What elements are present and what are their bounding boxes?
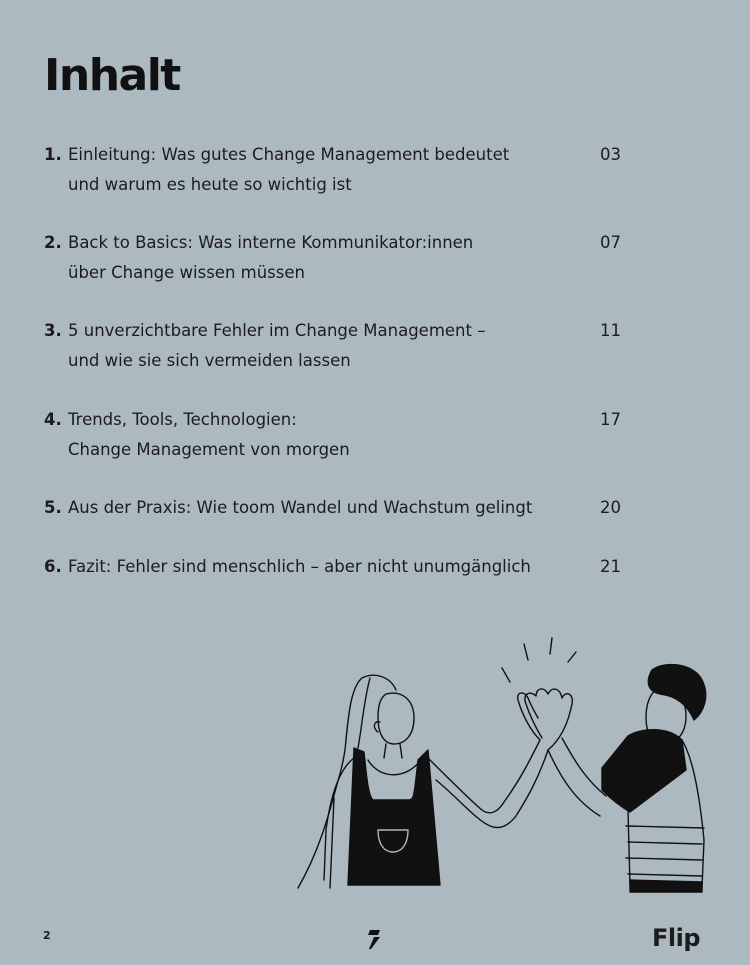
toc-entry-title-line: und wie sie sich vermeiden lassen — [68, 350, 351, 370]
toc-entry-page: 07 — [600, 233, 621, 252]
toc-entry-title-line: Fazit: Fehler sind menschlich – aber nicht unumgänglich — [68, 557, 531, 576]
toc-entry-number: 5. — [44, 498, 62, 517]
toc-entry-number: 3. — [44, 321, 62, 340]
toc-entry[interactable] — [44, 228, 624, 287]
toc-entry-title-line: Trends, Tools, Technologien: — [68, 410, 297, 429]
toc-entry-page: 03 — [600, 145, 621, 164]
toc-entry-page: 20 — [600, 498, 621, 517]
toc-entry[interactable] — [44, 493, 624, 523]
high-five-illustration — [290, 630, 710, 895]
page-number: 2 — [43, 929, 51, 942]
toc-entry-title-line: Aus der Praxis: Wie toom Wandel und Wachstum gelingt — [68, 498, 533, 517]
toc-entry-number: 1. — [44, 145, 62, 164]
toc-entry-page: 21 — [600, 557, 621, 576]
flip-logo-icon — [366, 928, 382, 950]
toc-entry[interactable] — [44, 316, 624, 375]
toc-entry-title-line: und warum es heute so wichtig ist — [68, 174, 352, 194]
toc-entry-title-line: Back to Basics: Was interne Kommunikator:innen — [68, 233, 474, 252]
toc-entry-title-line: über Change wissen müssen — [68, 262, 305, 282]
toc-entry[interactable] — [44, 140, 624, 199]
toc-entry-number: 6. — [44, 557, 62, 576]
toc-entry-title-line: Change Management von morgen — [68, 439, 350, 459]
toc-entry[interactable] — [44, 405, 624, 464]
toc-entry-title-line: 5 unverzichtbare Fehler im Change Management – — [68, 321, 486, 340]
toc-entry-number: 2. — [44, 233, 62, 252]
brand-logo: Flip — [651, 924, 700, 952]
toc-entry-page: 17 — [600, 410, 621, 429]
page-title: Inhalt — [44, 50, 180, 101]
toc-entry[interactable] — [44, 552, 624, 582]
toc-entry-number: 4. — [44, 410, 62, 429]
toc-entry-page: 11 — [600, 321, 621, 340]
toc-entry-title-line: Einleitung: Was gutes Change Management bedeutet — [68, 145, 510, 164]
